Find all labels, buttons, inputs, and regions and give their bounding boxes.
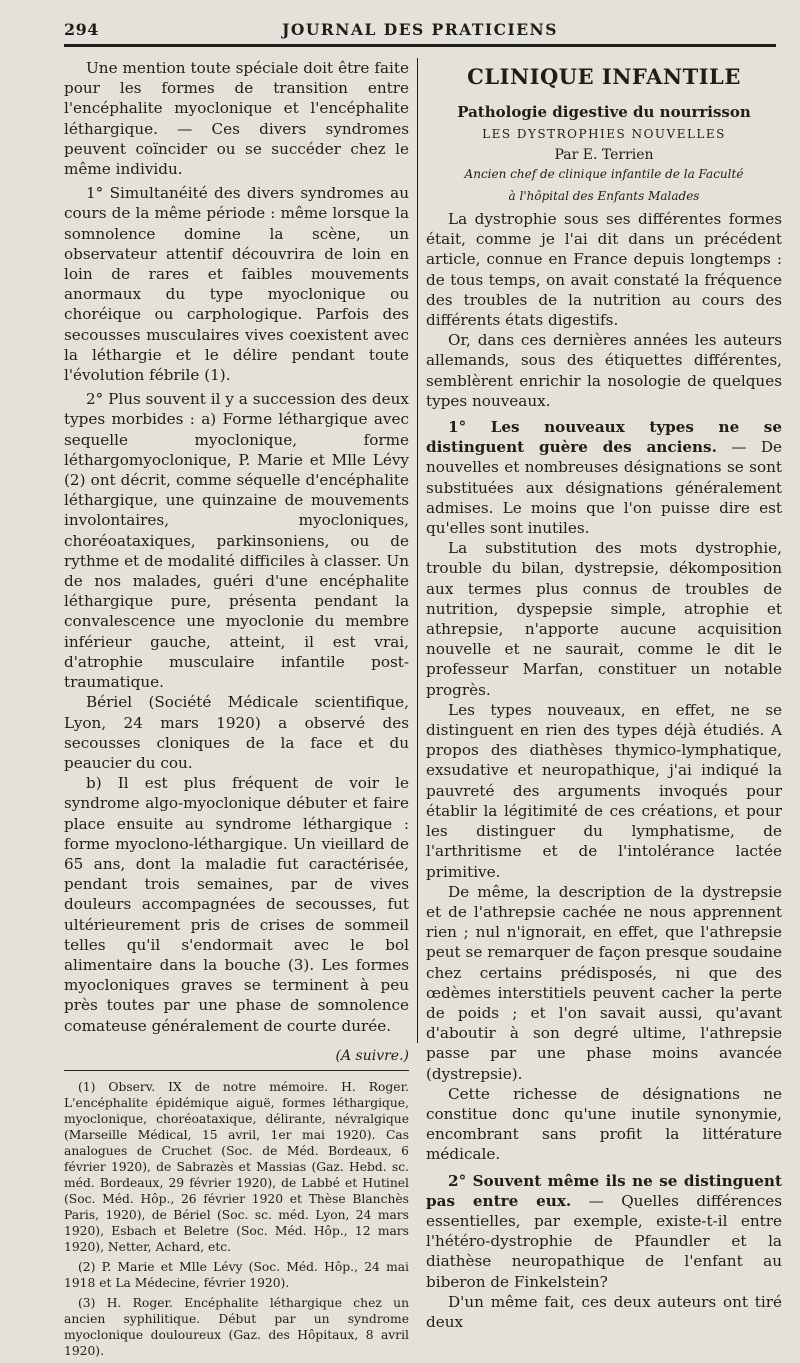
paragraph: 1° Simultanéité des divers syndromes au cours de la même période : même lorsque la somnolence domine la scène, un observateur attentif découvrira de loin en loin de rares et faibles mouvements anormaux du type myoclonique ou choréique ou carphologique. Parfois des secousses musculaires vives coexistent avec la léthargie et le délire pendant toute l'évolution fébrile (1). xyxy=(64,184,409,385)
article-subtitle: LES DYSTROPHIES NOUVELLES xyxy=(482,127,726,141)
author-line: Par E. Terrien xyxy=(554,147,654,163)
section-paragraph xyxy=(426,417,782,538)
page-header xyxy=(64,14,776,44)
footnote-rule xyxy=(64,1070,409,1071)
footnote: (3) H. Roger. Encéphalite léthargique chez un ancien syphilitique. Début par un syndrome myoclonique douloureux (Gaz. des Hôpitaux, 8 avril 1920). xyxy=(64,1295,409,1358)
section-heading: 1° Les nouveaux types ne se distinguent guère des anciens. xyxy=(426,418,782,457)
affiliation-line: Ancien chef de clinique infantile de la Faculté xyxy=(464,167,744,181)
section-heading: 2° Souvent même ils ne se distinguent pas entre eux. xyxy=(426,1171,782,1210)
footnote: (1) Observ. IX de notre mémoire. H. Roger. L'encéphalite épidémique aiguë, formes léthargique, myoclonique, choréoataxique, délirante, névralgique (Marseille Médical, 15 avril, 1er mai 1920). Cas analogues de Cruchet (Soc. de Méd. Bordeaux, 6 février 1920), de Sabrazès et Massias (Gaz. Hebd. sc. méd. Bordeaux, 29 février 1920), de Labbé et Hutinel (Soc. Méd. Hôp., 26 février 1920 et Thèse Blanchès Paris, 1920), de Bériel (Soc. sc. méd. Lyon, 24 mars 1920), Esbach et Beletre (Soc. Méd. Hôp., 12 mars 1920), Netter, Achard, etc. xyxy=(64,1079,409,1254)
article-title: Pathologie digestive du nourrisson xyxy=(457,103,751,121)
paragraph: Or, dans ces dernières années les auteurs allemands, sous des étiquettes différentes, semblèrent enrichir la nosologie de quelques types nouveaux. xyxy=(426,331,782,410)
paragraph: La dystrophie sous ses différentes formes était, comme je l'ai dit dans un précédent article, connue en France depuis longtemps : de tous temps, on avait constaté la fréquence des troubles de la nutrition au cours des différents états digestifs. xyxy=(426,210,782,330)
footnote: (2) P. Marie et Mlle Lévy (Soc. Méd. Hôp., 24 mai 1918 et La Médecine, février 1920). xyxy=(64,1259,409,1290)
section-paragraph xyxy=(426,1171,782,1292)
to-be-continued: (A suivre.) xyxy=(335,1047,409,1064)
section-title: CLINIQUE INFANTILE xyxy=(467,64,741,89)
paragraph: D'un même fait, ces deux auteurs ont tiré deux xyxy=(426,1292,782,1331)
section-text: — Quelles différences essentielles, par exemple, existe-t-il entre l'hétéro-dystrophie de Pfaundler et la diathèse neuropathique de l'enfant au biberon de Finkelstein? xyxy=(426,1191,783,1291)
paragraph: De même, la description de la dystrepsie et de l'athrepsie cachée ne nous apprennent rien ; nul n'ignorait, en effet, que l'athrepsie peut se remarquer de façon presque soudaine chez certains prédisposés, ni que des œdèmes interstitiels peuvent cacher la perte de poids ; et l'on savait aussi, qu'avant d'aboutir à son degré ultime, l'athrepsie passe par une phase moins avancée (dystrepsie). xyxy=(426,882,782,1083)
paragraph: Bériel (Société Médicale scientifique, Lyon, 24 mars 1920) a observé des secousses cloniques de la face et du peaucier du cou. xyxy=(64,693,409,772)
left-column xyxy=(64,58,409,1363)
paragraph: Une mention toute spéciale doit être faite pour les formes de transition entre l'encéphalite myoclonique et l'encéphalite léthargique. — Ces divers syndromes peuvent coïncider ou se succéder chez le même individu. xyxy=(64,59,409,179)
paragraph: La substitution des mots dystrophie, trouble du bilan, dystrepsie, dékomposition aux termes plus connus de troubles de nutrition, dyspepsie simple, atrophie et athrepsie, n'apporte aucune acquisition nouvelle et ne saurait, comme le dit le professeur Marfan, constituer un notable progrès. xyxy=(426,539,782,699)
column-divider xyxy=(417,58,418,1043)
header-rule xyxy=(64,44,776,47)
page-number: 294 xyxy=(64,20,99,39)
right-column xyxy=(426,58,782,1332)
section-text: — De nouvelles et nombreuses désignations se sont substituées aux désignations généralement admises. Le moins que l'on puisse dire est qu'elles sont inutiles. xyxy=(426,438,783,538)
journal-title: JOURNAL DES PRATICIENS xyxy=(282,20,558,39)
paragraph: b) Il est plus fréquent de voir le syndrome algo-myoclonique débuter et faire place ensuite au syndrome léthargique : forme myoclono-léthargique. Un vieillard de 65 ans, dont la maladie fut caractérisée, pendant trois semaines, par de vives douleurs accompagnées de secousses, fut ultérieurement pris de crises de sommeil telles qu'il s'endormait avec le bol alimentaire dans la bouche (3). Les formes myocloniques graves se terminent à peu près toutes par une phase de somnolence comateuse généralement de courte durée. xyxy=(64,774,409,1035)
affiliation-line: à l'hôpital des Enfants Malades xyxy=(508,189,700,203)
paragraph: 2° Plus souvent il y a succession des deux types morbides : a) Forme léthargique avec sequelle myoclonique, forme léthargomyoclonique, P. Marie et Mlle Lévy (2) ont décrit, comme séquelle d'encéphalite léthargique, une quinzaine de mouvements involontaires, myocloniques, choréoataxiques, parkinsoniens, ou de rythme et de modalité difficiles à classer. Un de nos malades, guéri d'une encéphalite léthargique pure, présenta pendant la convalescence une myoclonie du membre inférieur gauche, atteint, il est vrai, d'atrophie musculaire infantile post-traumatique. xyxy=(64,390,409,692)
paragraph: Cette richesse de désignations ne constitue donc qu'une inutile synonymie, encombrant sans profit la littérature médicale. xyxy=(426,1084,782,1164)
paragraph: Les types nouveaux, en effet, ne se distinguent en rien des types déjà étudiés. A propos des diathèses thymico-lymphatique, exsudative et neuropathique, j'ai indiqué la pauvreté des arguments invoqués pour établir la légitimité de ces créations, et pour les distinguer du lymphatisme, de l'arthritisme et de l'intolérance lactée primitive. xyxy=(426,700,782,881)
